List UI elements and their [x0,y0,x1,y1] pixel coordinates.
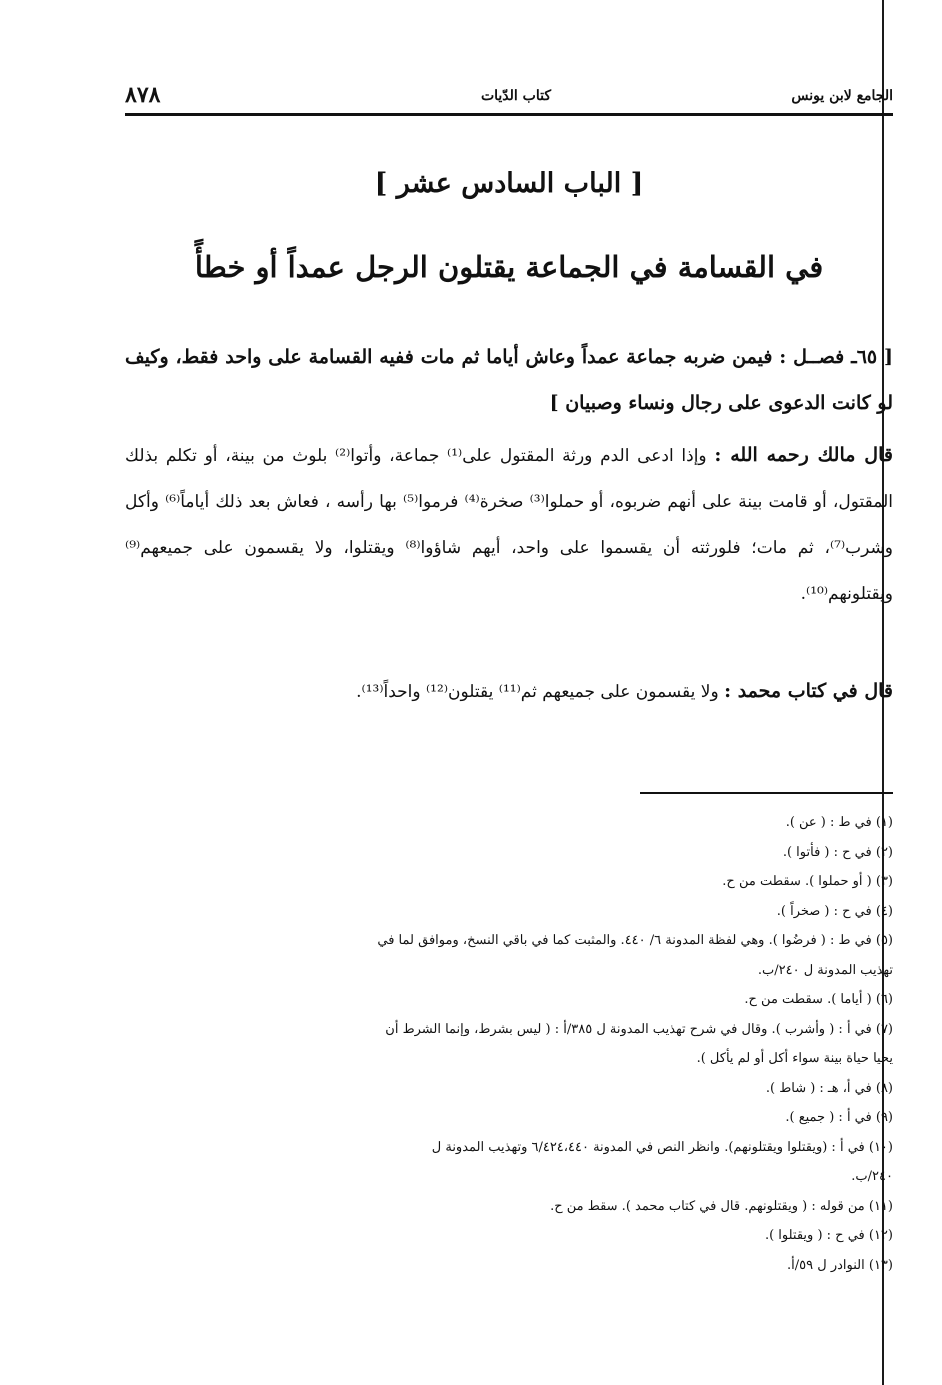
footnote-line: (٦) ( أياما ). سقطت من ح. [744,992,893,1007]
chapter-heading: [ ٦٥ـ فصــل : فيمن ضربه جماعة عمداً وعاش أياما ثم مات ففيه القسامة على واحد فقط، وكيف لو كانت الدعوى على رجال ونساء وصبيان ] [125,346,893,414]
footnote-line: تهذيب المدونة ل ٢٤٠/ب. [757,962,893,978]
footnote-line: (١١) من قوله : ( ويقتلونهم. قال في كتاب محمد ). سقط من ح. [550,1198,893,1214]
header-chapter-title: كتاب الدّيات [480,88,551,104]
footnote-line: (٨) في أ، هـ : ( شاط ). [765,1080,893,1096]
header-book-title: الجامع لابن يونس [791,88,893,104]
paragraph-2-text: ولا يقسمون على جميعهم ثم⁽¹¹⁾ يقتلون⁽¹²⁾ واحداً⁽¹³⁾. [356,682,725,702]
footnote-line: ٢٤٠/ب. [851,1169,893,1184]
running-header [125,84,893,114]
page-number: ٨٧٨ [125,82,161,108]
paragraph-2-lead: قال في كتاب محمد : [724,680,893,702]
header-divider [125,113,893,116]
footnote-line: (١٣) النوادر ل ٥٩/أ. [787,1257,893,1273]
section-title: [ الباب السادس عشر ] [374,168,644,199]
footnote-divider [640,792,893,794]
body-paragraph-1 [125,432,893,662]
paragraph-1-text: وإذا ادعى الدم ورثة المقتول على⁽¹⁾ جماعة، وأتوا⁽²⁾ بلوث من بينة، أو تكلم بذلك المقتول، أو قامت بينة على أنهم ضربوه، أو حملوا⁽³⁾ صخرة⁽⁴⁾ فرموا⁽⁵⁾ بها رأسه ، فعاش بعد ذلك أياماً⁽⁶⁾ وأكل وشرب⁽⁷⁾، ثم مات؛ فلورثته أن يقسموا على واحد، أيهم شاؤوا⁽⁸⁾ ويقتلوا، ولا يقسمون على جميعهم⁽⁹⁾ ويقتلونهم⁽¹⁰⁾. [125,446,893,604]
footnote-line: (٥) في ط : ( فرضُوا ). وهي لفظة المدونة ٦/ ٤٤٠. والمثبت كما في باقي النسخ، وموافق لما في [377,933,893,948]
footnotes [125,808,893,1280]
footnote-line: (١٢) في ح : ( ويقتلوا ). [764,1228,893,1243]
footnote-line: (٧) في أ : ( وأشرب ). وقال في شرح تهذيب المدونة ل ٣٨٥/أ : ( ليس بشرط، وإنما الشرط أن [385,1021,893,1037]
footnote-line: (٢) في ح : ( فأتوا ). [782,844,893,860]
footnote-line: (١٠) في أ : (ويقتلوا ويقتلونهم). وانظر النص في المدونة ٦/٤٢٤،٤٤٠ وتهذيب المدونة ل [431,1139,893,1155]
footnote-line: يحيا حياة بينة سواء أكل أو لم يأكل ). [696,1051,893,1066]
footnote-line: (٣) ( أو حملوا ). سقطت من ح. [722,874,893,889]
paragraph-1-lead: قال مالك رحمه الله : [714,444,893,466]
body-paragraph-2 [125,668,893,760]
footnote-line: (٩) في أ : ( جميع ). [785,1110,893,1125]
section-subtitle: في القسامة في الجماعة يقتلون الرجل عمداً أو خطأً [194,250,824,284]
footnote-line: (١) في ط : ( عن ). [785,815,893,830]
footnote-line: (٤) في ح : ( صخراً ). [776,903,893,919]
